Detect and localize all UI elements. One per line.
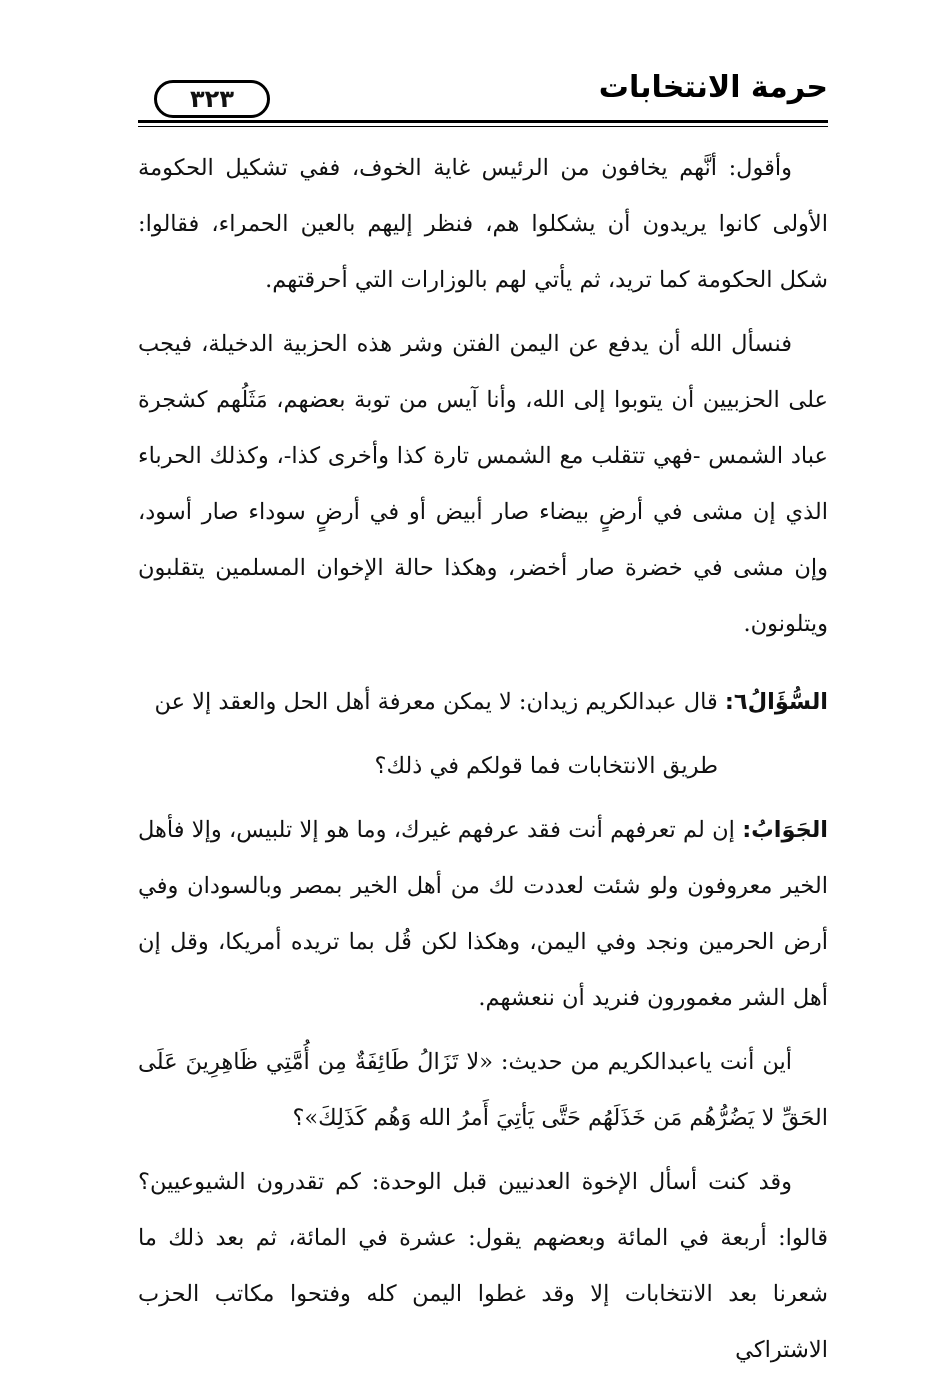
paragraph-2: فنسأل الله أن يدفع عن اليمن الفتن وشر هذه الحزبية الدخيلة، فيجب على الحزبيين أن يتوبوا إلى الله، وأنا آيس من توبة بعضهم، مَثَلُهم كشجرة عباد الشمس -فهي تتقلب مع الشمس تارة كذا وأخرى كذا-، وكذلك الحرباء الذي إن مشى في أرضٍ بيضاء صار أبيض أو في أرضٍ سوداء صار أسود، وإن مشى في خضرة صار أخضر، وهكذا حالة الإخوان المسلمين يتقلبون ويتلونون.	[138, 331, 828, 637]
book-page	[138, 68, 828, 1386]
question-line	[138, 674, 828, 730]
header-rule-thin	[138, 126, 828, 127]
answer-text: إن لم تعرفهم أنت فقد عرفهم غيرك، وما هو إلا تلبيس، وإلا فأهل الخير معروفون ولو شئت لعددت لك من أهل الخير بمصر وبالسودان وفي أرض الحرمين ونجد وفي اليمن، وهكذا لكن قُل بما تريده أمريكا، وقل إن أهل الشر مغمورون فنريد أن ننعشهم.	[138, 817, 828, 1011]
paragraph-3: أين أنت ياعبدالكريم من حديث: «لا تَزَالُ طَائِفَةٌ مِن أُمَّتِي ظَاهِرِينَ عَلَى الحَقِّ لا يَضُرُّهُم مَن خَذَلَهُم حَتَّى يَأتِيَ أَمرُ الله وَهُم كَذَلِكَ»؟	[138, 1049, 828, 1131]
question-continuation: طريق الانتخابات فما قولكم في ذلك؟	[374, 753, 718, 779]
body-text	[138, 140, 828, 1378]
question-block	[138, 674, 828, 794]
running-title: حرمة الانتخابات	[598, 70, 828, 105]
section-gap	[138, 660, 828, 674]
answer-paragraph	[138, 802, 828, 1026]
paragraph-4: وقد كنت أسأل الإخوة العدنيين قبل الوحدة: كم تقدرون الشيوعيين؟ قالوا: أربعة في المائة وبعضهم يقول: عشرة في المائة، ثم بعد ذلك ما شعرنا بعد الانتخابات إلا وقد غطوا اليمن كله وفتحوا مكاتب الحزب الاشتراكي	[138, 1169, 828, 1363]
page-header	[138, 68, 828, 126]
answer-label: الجَوَابُ:	[742, 817, 828, 843]
question-text: قال عبدالكريم زيدان: لا يمكن معرفة أهل الحل والعقد إلا عن	[154, 689, 718, 715]
answer-block	[138, 802, 828, 1026]
header-rule-thick	[138, 120, 828, 123]
paragraph-1: وأقول: أنَّهم يخافون من الرئيس غاية الخوف، ففي تشكيل الحكومة الأولى كانوا يريدون أن يشكلوا هم، فنظر إليهم بالعين الحمراء، فقالوا: شكل الحكومة كما تريد، ثم يأتي لهم بالوزارات التي أحرقتهم.	[138, 155, 828, 293]
page-number: ٣٢٣	[190, 85, 234, 113]
question-label: السُّؤَالُ٦:	[724, 689, 828, 715]
page-number-frame	[154, 80, 270, 118]
